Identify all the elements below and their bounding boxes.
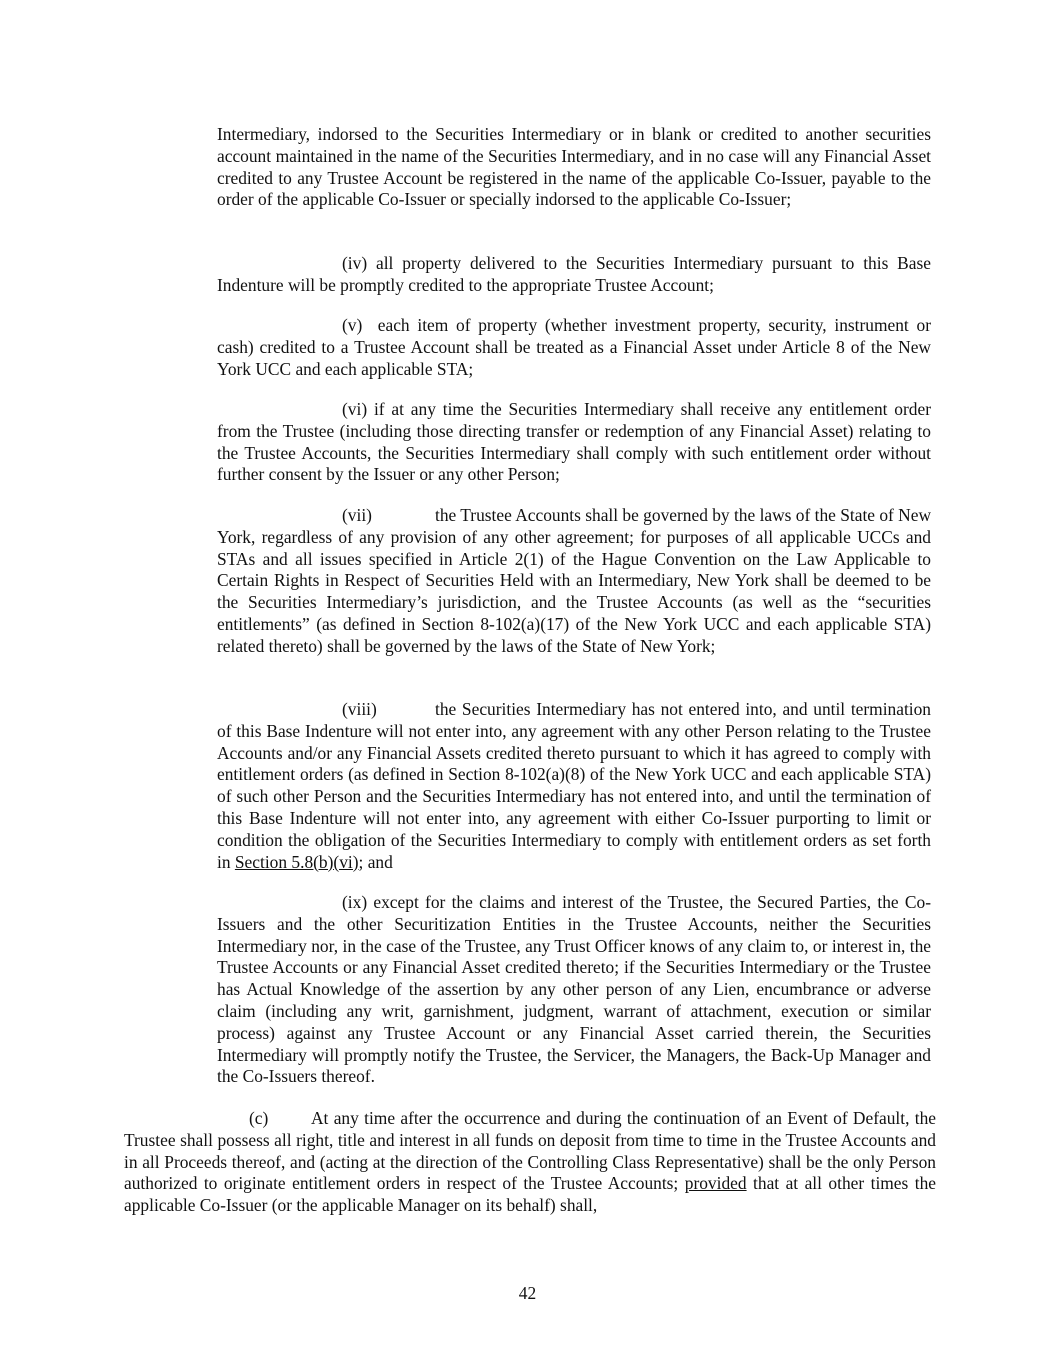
paragraph-iv	[217, 253, 931, 297]
paragraph-number: (v)	[342, 315, 363, 335]
section-reference: Section 5.8(b)(vi)	[234, 851, 359, 872]
paragraph-text: if at any time the Securities Intermediary shall receive any entitlement order from the Trustee (including those directing transfer or redemption of any Financial Asset) relating to the Trustee Accounts, the Securities Intermediary shall comply with such entitlement order without further consent by the Issuer or any other Person;	[217, 399, 932, 485]
paragraph-text: each item of property (whether investment property, security, instrument or cash) credited to a Trustee Account shall be treated as a Financial Asset under Article 8 of the New York UCC and each applicable STA;	[217, 315, 931, 379]
paragraph-c	[124, 1108, 936, 1217]
proviso-term: provided	[684, 1173, 747, 1194]
paragraph-number: (ix)	[342, 892, 368, 912]
paragraph-number: (c)	[249, 1108, 269, 1128]
paragraph-viii	[217, 699, 931, 873]
paragraph-v	[217, 315, 931, 380]
paragraph-vii	[217, 505, 931, 658]
paragraph-text: the Trustee Accounts shall be governed by the laws of the State of New York, regardless of any provision of any other agreement; for purposes of all applicable UCCs and STAs and all issues specified in Article 2(1) of the Hague Convention on the Law Applicable to Certain Rights in Respect of Securities Held with an Intermediary, New York shall be deemed to be the Securities Intermediary’s jurisdiction, and the Trustee Accounts (as well as the “securities entitlements” (as defined in Section 8-102(a)(17) of the New York UCC and each applicable STA) related thereto) shall be governed by the laws of the State of New York;	[217, 505, 932, 656]
paragraph-number: (vii)	[342, 505, 372, 525]
paragraph-tail: ; and	[358, 851, 393, 872]
paragraph-number: (iv)	[342, 253, 368, 273]
page-number: 42	[518, 1283, 537, 1303]
paragraph-text: At any time after the occurrence and during the continuation of an Event of Default, the Trustee shall possess all right, title and interest in all funds on deposit from time to time in the Trustee Accounts and in all Proceeds thereof, and (acting at the direction of the Controlling Class Representative) shall be the only Person authorized to originate entitlement orders in respect of the Trustee Accounts;	[124, 1108, 936, 1194]
paragraph-text: the Securities Intermediary has not entered into, and until termination of this Base Indenture will not enter into, any agreement with any other Person relating to the Trustee Accounts and/or any Financial Assets credited thereto pursuant to which it has agreed to comply with entitlement orders (as defined in Section 8-102(a)(8) of the New York UCC and each applicable STA) of such other Person and the Securities Intermediary has not entered into, and until the termination of this Base Indenture will not enter into, any agreement with either Co-Issuer purporting to limit or condition the obligation of the Securities Intermediary to comply with entitlement orders as set forth in	[217, 699, 931, 872]
paragraph-text: Intermediary, indorsed to the Securities Intermediary or in blank or credited to another securities account maintained in the name of the Securities Intermediary, and in no case will any Financial Asset credited to any Trustee Account be registered in the name of the applicable Co-Issuer, payable to the order of the applicable Co-Issuer or specially indorsed to the applicable Co-Issuer;	[217, 124, 931, 210]
paragraph-vi	[217, 399, 931, 486]
paragraph-tail: that at all other times the applicable Co-Issuer (or the applicable Manager on its behalf) shall,	[124, 1173, 936, 1216]
paragraph-iii-continued	[217, 124, 931, 211]
paragraph-number: (viii)	[342, 699, 377, 719]
paragraph-text: except for the claims and interest of the Trustee, the Secured Parties, the Co-Issuers and the other Securitization Entities in the Trustee Accounts, neither the Securities Intermediary nor, in the case of the Trustee, any Trust Officer knows of any claim to, or interest in, the Trustee Accounts or any Financial Asset credited thereto; if the Securities Intermediary or the Trustee has Actual Knowledge of the assertion by any other person of any Lien, encumbrance or adverse claim (including any writ, garnishment, judgment, warrant of attachment, execution or similar process) against any Trustee Account or any Financial Asset carried therein, the Securities Intermediary will promptly notify the Trustee, the Servicer, the Managers, the Back-Up Manager and the Co-Issuers thereof.	[217, 892, 931, 1087]
paragraph-number: (vi)	[342, 399, 368, 419]
paragraph-ix	[217, 892, 931, 1088]
paragraph-text: all property delivered to the Securities Intermediary pursuant to this Base Indenture will be promptly credited to the appropriate Trustee Account;	[217, 253, 931, 295]
